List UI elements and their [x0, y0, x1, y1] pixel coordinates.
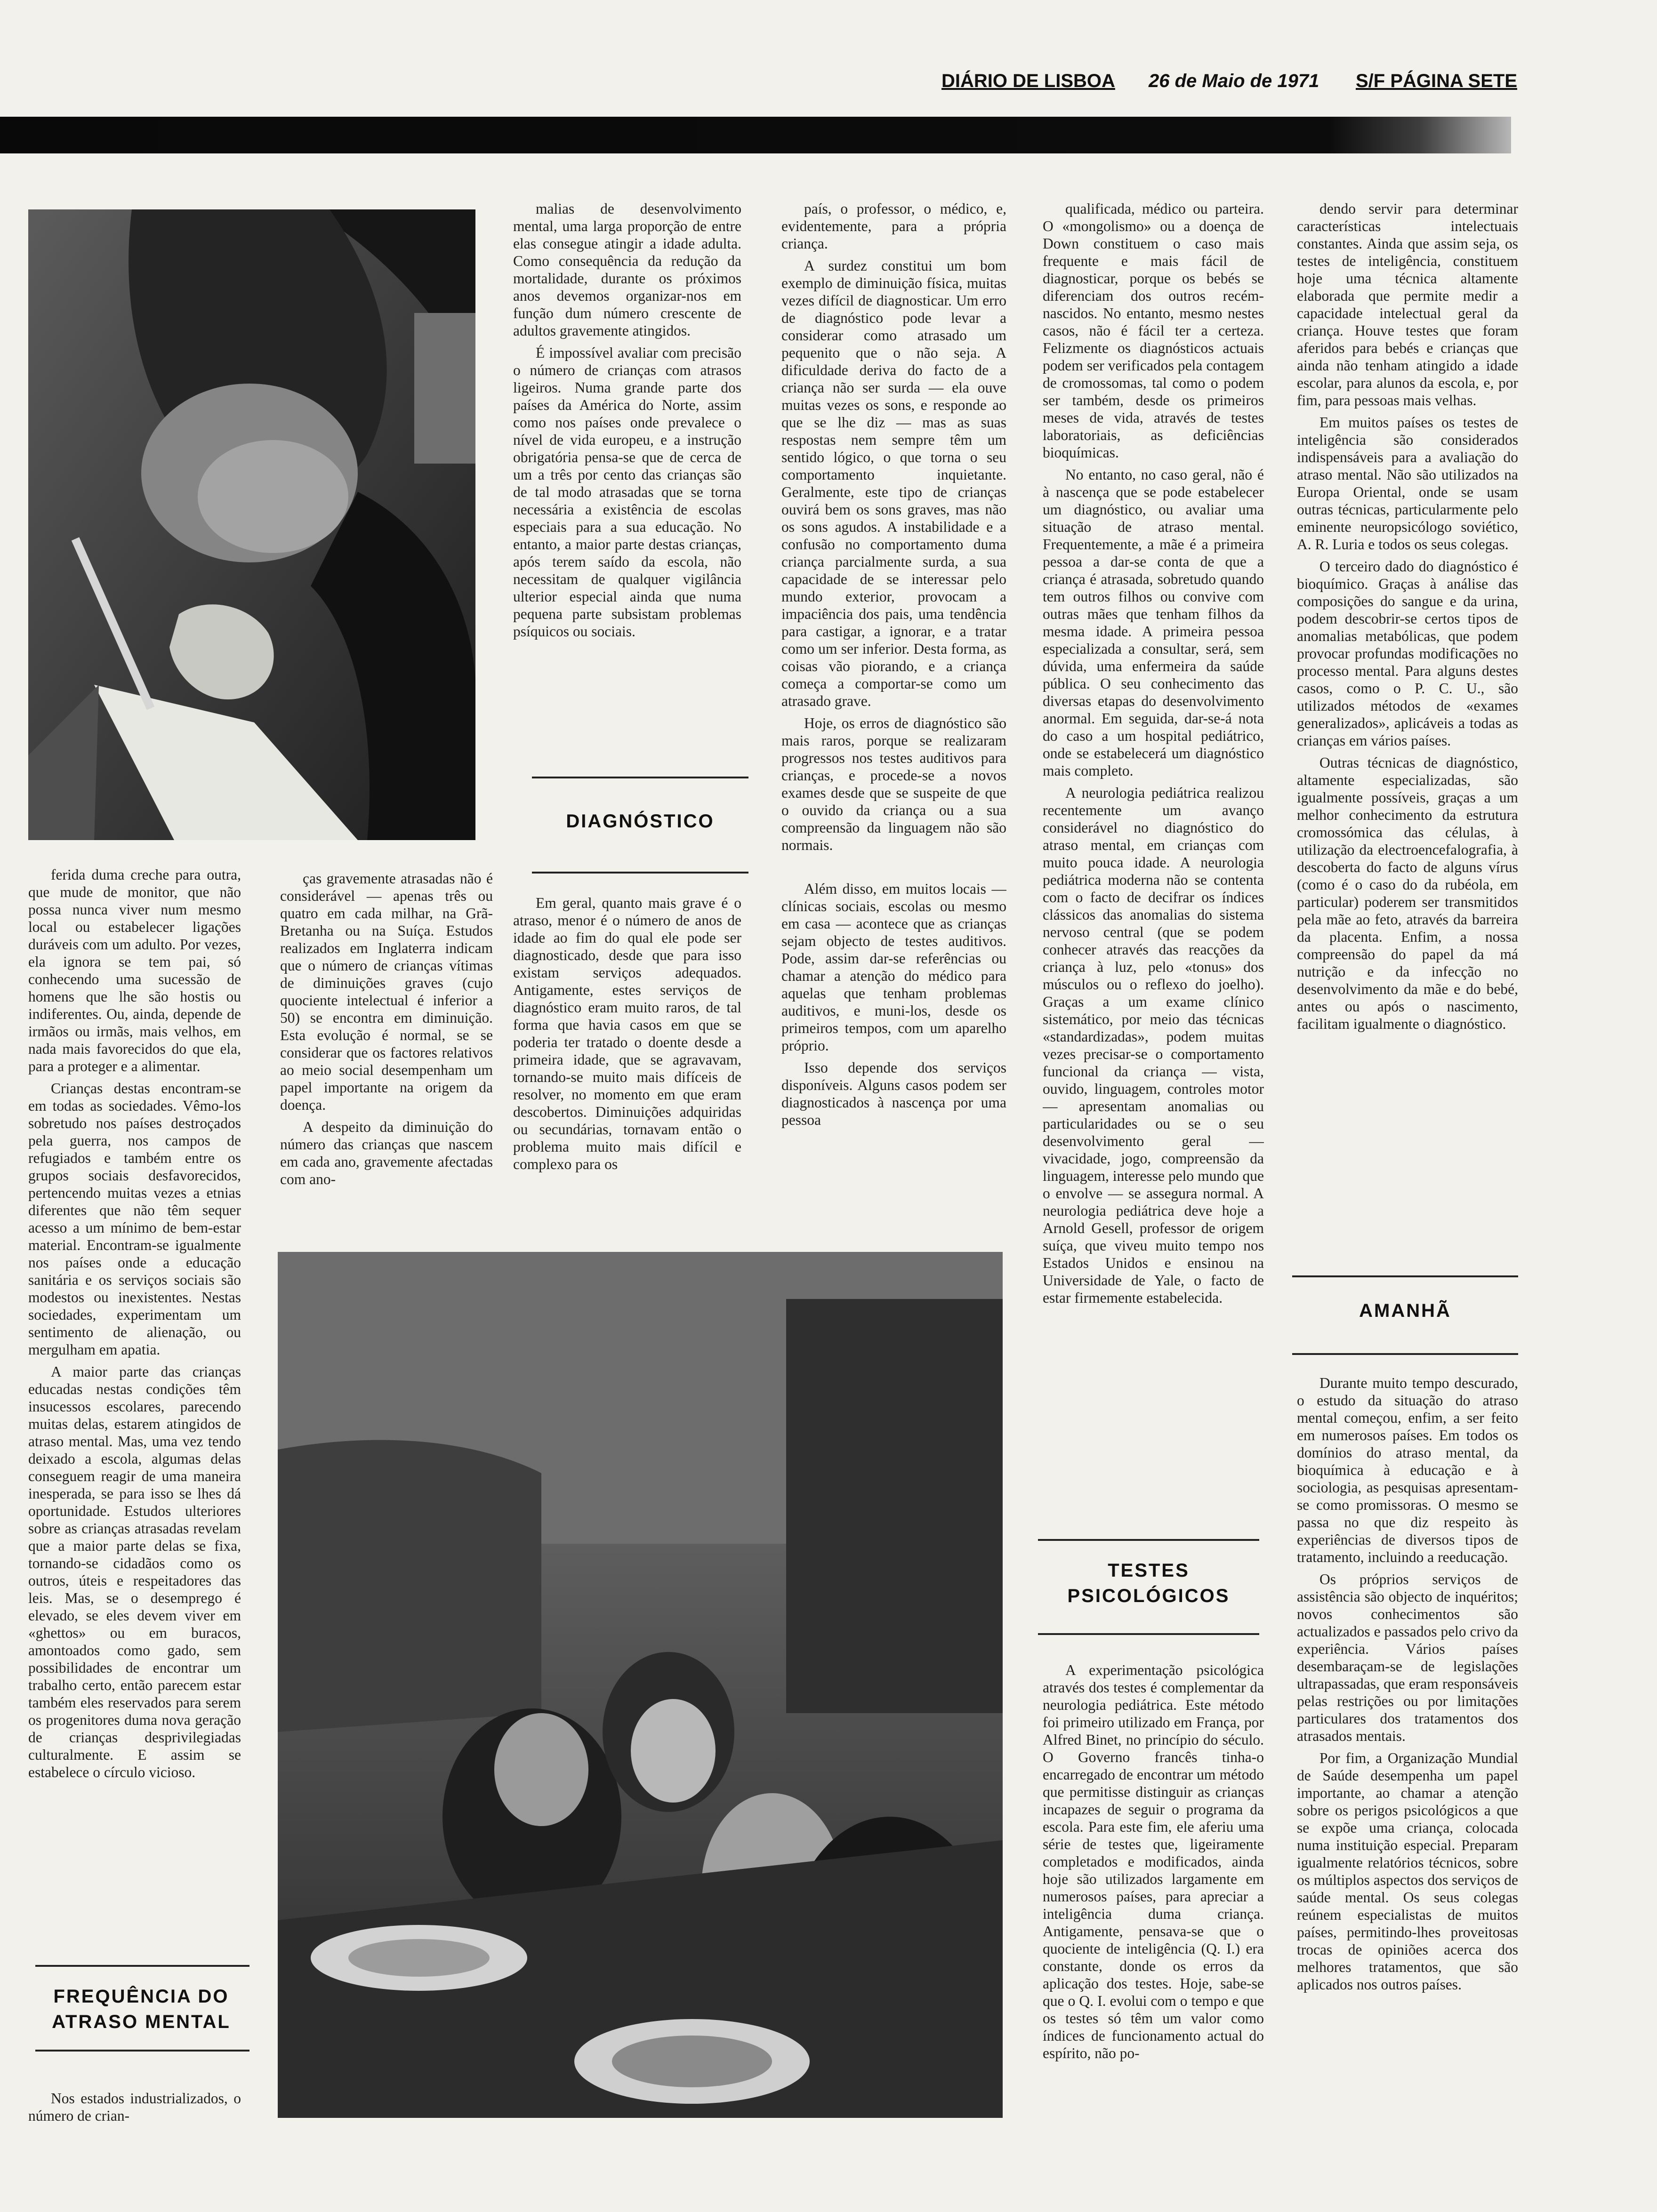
paragraph: A neurologia pediátrica realizou recentemente um avanço considerável no diagnóstico do atraso mental, em crianças com muito pouca idade. A neurologia pediátrica moderna não se contenta com o facto de decifrar os índices clássicos das anomalias do sistema nervoso central (que se podem conhecer através das reacções da criança à luz, pelo «tonus» dos músculos ou o reflexo do joelho). Graças a um exame clínico sistemático, por meio das técnicas «standardizadas», podem muitas vezes precisar-se o comportamento funcional da criança — vista, ouvido, linguagem, controles motor — apresentam anomalias ou particularidades ou se o seu desenvolvimento geral — vivacidade, jogo, compreensão da linguagem, interesse pelo mundo que o envolve — se assegura normal. A neurologia pediátrica deve hoje a Arnold Gesell, professor de origem suíça, que viveu muito tempo nos Estados Unidos e ensinou na Universidade de Yale, o facto de estar firmemente estabelecida. — [1043, 785, 1264, 1306]
paragraph: Por fim, a Organização Mundial de Saúde desempenha um papel importante, ao chamar a atenção sobre os perigos psicológicos a que se expõe uma criança, colocada numa instituição especial. Preparam igualmente relatórios técnicos, sobre os múltiplos aspectos dos serviços de saúde mental. Os seus colegas reúnem especialistas de muitos países, permitindo-lhes proveitosas trocas de opiniões acerca dos melhores tratamentos, que são aplicados nos outros países. — [1297, 1750, 1518, 1993]
masthead-page-label: S/F PÁGINA SETE — [1356, 71, 1518, 91]
article-column-4-bottom — [1043, 1661, 1264, 2170]
article-column-diagnostico-right — [781, 880, 1006, 1233]
paragraph: Hoje, os erros de diagnóstico são mais raros, porque se realizaram progressos nos testes auditivos para crianças, e procede-se a novos exames desde que se suspeite de que o ouvido da criança ou a sua compreensão da linguagem não são normais. — [781, 715, 1006, 853]
paragraph: Em geral, quanto mais grave é o atraso, menor é o número de anos de idade ao fim do qual ele pode ser diagnosticado, desde que para isso existam serviços adequados. Antigamente, estes serviços de diagnóstico eram muito raros, de tal forma que havia casos em que se poderia ter tratado o doente desde a primeira idade, que se agravavam, tornando-se muito mais difíceis de resolver, no momento em que eram descobertos. Diminuições adquiridas ou secundárias, tornavam então o problema muito mais difícil e complexo para os — [513, 895, 741, 1172]
masthead — [941, 71, 1516, 99]
paragraph: ças gravemente atrasadas não é considerável — apenas três ou quatro em cada milhar, na Grã-Bretanha ou na Suíça. Estudos realizados em Inglaterra indicam que o número de crianças vítimas de diminuições graves (cujo quociente intelectual é inferior a 50) se encontra em diminuição. Esta evolução é normal, se se considerar que os factores relativos ao meio social desempenham um papel importante na origem da doença. — [280, 870, 493, 1113]
article-column-4-top — [1043, 200, 1264, 1513]
paragraph: país, o professor, o médico, e, evidentemente, para a própria criança. — [781, 200, 1006, 252]
paragraph: O terceiro dado do diagnóstico é bioquímico. Graças à análise das composições do sangue e da urina, podem descobrir-se certos tipos de anomalias metabólicas, que podem provocar profundas modificações no processo mental. Para alguns destes casos, como o P. C. U., são utilizados métodos de «exames generalizados», aplicáveis a todas as crianças em vários países. — [1297, 558, 1518, 749]
paragraph: Os próprios serviços de assistência são objecto de inquéritos; novos conhecimentos são actualizados e passados pelo crivo da experiência. Vários países desembaraçam-se de legislações ultrapassadas, que eram responsáveis pelas restrições ou por limitações particulares dos tratamentos dos atrasados mentais. — [1297, 1571, 1518, 1744]
heading-diagnostico: DIAGNÓSTICO — [566, 811, 715, 832]
article-column-3-top — [781, 200, 1006, 878]
article-column-2-bottom — [280, 870, 493, 1232]
section-rule — [532, 872, 748, 874]
paragraph: No entanto, no caso geral, não é à nascença que se pode estabelecer um diagnóstico, ou avaliar uma situação de atraso mental. Frequentemente, a mãe é a primeira pessoa a dar-se conta de que a criança é atrasada, sobretudo quando tem outros filhos ou convive com outras mães que tenham filhos da mesma idade. A primeira pessoa especializada a consultar, será, sem dúvida, uma enfermeira da saúde pública. O seu conhecimento das diversas etapas do desenvolvimento anormal. Em seguida, dar-se-á nota do caso a um hospital pediátrico, onde se estabelecerá um diagnóstico mais completo. — [1043, 466, 1264, 779]
children-eating-photo — [278, 1252, 1003, 2118]
paragraph: A surdez constitui um bom exemplo de diminuição física, muitas vezes difícil de diagnosticar. Um erro de diagnóstico pode levar a considerar como atrasado um pequenito que o não seja. A dificuldade deriva do facto de a criança não ser surda — ela ouve muitas vezes os sons, e responde ao que se lhe diz — mas as suas respostas nem sempre têm um sentido lógico, o que torna o seu comportamento inquietante. Geralmente, este tipo de crianças ouvirá bem os sons graves, mas não os sons agudos. A instabilidade e a confusão no comportamento duma criança parcialmente surda, a sua capacidade de se interessar pelo mundo exterior, provocam a impaciência dos pais, uma tendência para castigar, a ignorar, e a tratar como um ser inferior. Desta forma, as coisas vão piorando, e a criança começa a comportar-se como um atrasado grave. — [781, 257, 1006, 709]
article-column-diagnostico-left — [513, 894, 741, 1233]
article-column-5-top — [1297, 200, 1518, 1235]
paragraph: A despeito da diminuição do número das crianças que nascem em cada ano, gravemente afectadas com ano- — [280, 1119, 493, 1187]
paragraph: Durante muito tempo descurado, o estudo da situação do atraso mental começou, enfim, a ser feito em numerosos países. Em todos os domínios do atraso mental, da bioquímica à educação e à sociologia, as pesquisas apresentam-se como promissoras. O mesmo se passa no que diz respeito às experiências de diversos tipos de tratamento, incluindo a reeducação. — [1297, 1375, 1518, 1565]
section-rule — [1292, 1353, 1518, 1355]
paragraph: Outras técnicas de diagnóstico, altamente especializadas, são igualmente possíveis, graças a um melhor conhecimento da estrutura cromossómica das células, à utilização da electroencefalografia, à descoberta do facto de alguns vírus (como é o caso do da rubéola, em particular) poderem ser transmitidos pela mãe ao feto, através da barreira da placenta. Enfim, a nossa compreensão do papel da má nutrição e da infecção no desenvolvimento da mãe e do bebé, antes ou após o nascimento, facilitam igualmente o diagnóstico. — [1297, 754, 1518, 1032]
paragraph: ferida duma creche para outra, que mude de monitor, que não possa nunca viver num mesmo local ou estabelecer ligações duráveis com um adulto. Por vezes, ela ignora se tem pai, só conhecendo uma sucessão de homens que lhe são hostis ou indiferentes. Ou, ainda, depende de irmãos ou irmãs, mais velhos, em nada mais favorecidos do que ela, para a proteger e a alimentar. — [28, 866, 241, 1074]
paragraph: Além disso, em muitos locais — clínicas sociais, escolas ou mesmo em casa — acontece que as crianças sejam objecto de testes auditivos. Pode, assim dar-se referências ou chamar a atenção do médico para aquelas que tenham problemas auditivos, e muni-los, desde os primeiros tempos, com um aparelho próprio. — [781, 881, 1006, 1054]
section-rule — [532, 777, 748, 778]
article-column-1-bottom — [28, 866, 241, 1911]
section-rule — [35, 2050, 249, 2052]
section-rule — [35, 1965, 249, 1967]
paragraph: Nos estados industrializados, o número de crian- — [28, 2090, 241, 2124]
paragraph: qualificada, médico ou parteira. O «mongolismo» ou a doença de Down constituem o caso mais frequente e mais fácil de diagnosticar, porque os bebés se diferenciam dos outros recém-nascidos. No entanto, mesmo nestes casos, não é fácil ter a certeza. Felizmente os diagnósticos actuais podem ser verificados pela contagem de cromossomas, tal como o podem ser também, desde os primeiros meses de vida, através de testes laboratoriais, as deficiências bioquímicas. — [1043, 200, 1264, 461]
paragraph: Isso depende dos serviços disponíveis. Alguns casos podem ser diagnosticados à nascença por uma pessoa — [781, 1059, 1006, 1128]
section-rule — [1038, 1539, 1259, 1541]
paragraph: A maior parte das crianças educadas nestas condições têm insucessos escolares, parecendo muitas delas, estarem atingidos de atraso mental. Mas, uma vez tendo deixado a escola, algumas delas conseguem reagir de uma maneira inesperada, se para isso se lhes dá oportunidade. Estudos ulteriores sobre as crianças atrasadas revelam que a maior parte delas se fixa, tornando-se cidadãos como os outros, úteis e respeitadores das leis. Mas, se o desemprego é elevado, se eles devem viver em «ghettos» ou em buracos, amontoados como gado, sem possibilidades de encontrar um trabalho certo, então parecem estar também eles reservados para serem os progenitores duma nova geração de crianças desprivilegiadas culturalmente. E assim se estabelece o círculo vicioso. — [28, 1363, 241, 1780]
masthead-date: 26 de Maio de 1971 — [1149, 71, 1319, 91]
child-writing-photo — [28, 209, 475, 840]
paragraph: A experimentação psicológica através dos testes é complementar da neurologia pediátrica. Este método foi primeiro utilizado em França, por Alfred Binet, no princípio do século. O Governo francês tinha-o encarregado de encontrar um método que permitisse distinguir as crianças incapazes de seguir o programa da escola. Para este fim, ele aferiu uma série de testes que, ligeiramente completados e modificados, ainda hoje são utilizados largamente em numerosos países, para apreciar a inteligência duma criança. Antigamente, pensava-se que o quociente de inteligência (Q. I.) era constante, donde os erros da aplicação dos testes. Hoje, sabe-se que o Q. I. evolui com o tempo e que os testes só têm um valor como índices de funcionamento actual do espírito, não po- — [1043, 1662, 1264, 2061]
paragraph: Em muitos países os testes de inteligência são considerados indispensáveis para a avaliação do atraso mental. Não são utilizados na Europa Oriental, onde se usam outras técnicas, particularmente pelo eminente neuropsicólogo soviético, A. R. Luria e todos os seus colegas. — [1297, 414, 1518, 553]
paragraph: dendo servir para determinar características intelectuais constantes. Ainda que assim seja, os testes de inteligência, constituem hoje uma técnica altamente elaborada que permite medir a capacidade intelectual geral da criança. Houve testes que foram aferidos para bebés e crianças que ainda não tenham atingido a idade escolar, para alunos da escola, e, por fim, para pessoas mais velhas. — [1297, 200, 1518, 409]
article-column-5-bottom — [1297, 1374, 1518, 2174]
article-column-2-top — [513, 200, 741, 779]
paragraph: É impossível avaliar com precisão o número de crianças com atrasos ligeiros. Numa grande parte dos países da América do Norte, assim como nos países onde prevalece o nível de vida europeu, e a instrução obrigatória pensa-se que de cerca de um a três por cento das crianças são de tal modo atrasadas que se torna necessária a existência de escolas especiais para a sua educação. No entanto, a maior parte destas crianças, após terem saído da escola, não necessitam de qualquer vigilância ulterior especial ainda que numa pequena parte subsistam problemas psíquicos ou sociais. — [513, 345, 741, 640]
section-rule — [1038, 1633, 1259, 1635]
paragraph: Crianças destas encontram-se em todas as sociedades. Vêmo-los sobretudo nos países destroçados pela guerra, nos campos de refugiados e também entre os grupos sociais desfavorecidos, pertencendo muitas vezes a etnias diferentes que não têm sequer acesso a um mínimo de bem-estar material. Encontram-se igualmente nos países onde a educação sanitária e os serviços sociais são modestos ou inexistentes. Nestas sociedades, experimentam um sentimento de alienação, ou mergulham em apatia. — [28, 1080, 241, 1358]
top-black-bar — [0, 117, 1511, 153]
article-column-1-tail — [28, 2090, 241, 2132]
heading-frequencia: FREQUÊNCIA DO ATRASO MENTAL — [52, 1986, 231, 2032]
heading-amanha: AMANHÃ — [1359, 1300, 1451, 1321]
heading-testes: TESTES PSICOLÓGICOS — [1067, 1560, 1230, 1606]
masthead-paper-name: DIÁRIO DE LISBOA — [941, 71, 1115, 91]
paragraph: malias de desenvolvimento mental, uma larga proporção de entre elas consegue atingir a idade adulta. Como consequência da redução da mortalidade, durante os próximos anos devemos organizar-nos em função dum número crescente de adultos gravemente atingidos. — [513, 200, 741, 339]
section-rule — [1292, 1275, 1518, 1277]
